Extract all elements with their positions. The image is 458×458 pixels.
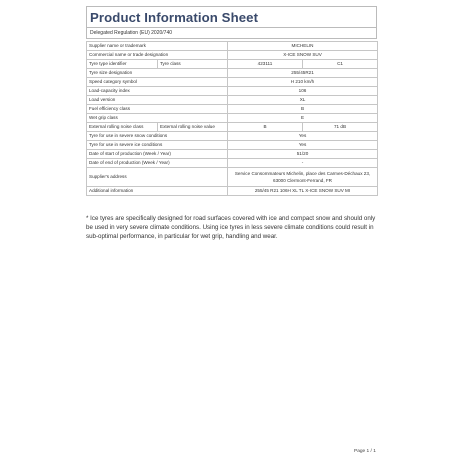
row-value: 106	[228, 87, 378, 96]
table-row-additional	[87, 187, 378, 196]
row-value: Yes	[228, 141, 378, 150]
table-row-type-identifier	[87, 60, 378, 69]
row-label: Additional information	[87, 187, 228, 196]
table-row-size	[87, 69, 378, 78]
table-row-supplier	[87, 42, 378, 51]
table-row-load-version	[87, 96, 378, 105]
row-value: X-ICE SNOW SUV	[228, 51, 378, 60]
row-label: Date of end of production (Week / Year)	[87, 159, 228, 168]
row-label: External rolling noise class	[87, 123, 158, 132]
page-number: Page 1 / 1	[354, 449, 376, 454]
table-row-address	[87, 168, 378, 187]
page-title: Product Information Sheet	[86, 6, 377, 28]
product-information-sheet	[86, 6, 377, 196]
table-row-commercial-name	[87, 51, 378, 60]
row-label: Wet grip class	[87, 114, 228, 123]
row-value: B	[228, 105, 378, 114]
row-value: 71 dB	[303, 123, 378, 132]
ice-tyre-footnote: * Ice tyres are specifically designed for road surfaces covered with ice and compact snow and should only be used in very severe climate conditions. Using ice tyres in less severe climate conditions could result in sub-optimal performance, in particular for wet grip, handling and wear.	[86, 215, 376, 241]
row-value: 255/45 R21 106H XL TL X-ICE SNOW SUV MI	[228, 187, 378, 196]
row-value: XL	[228, 96, 378, 105]
row-sublabel: External rolling noise value	[158, 123, 228, 132]
regulation-reference: Delegated Regulation (EU) 2020/740	[86, 28, 377, 39]
table-row-ice	[87, 141, 378, 150]
row-label: Tyre for use in severe snow conditions	[87, 132, 228, 141]
table-row-fuel-efficiency	[87, 105, 378, 114]
row-label: Date of start of production (Week / Year)	[87, 150, 228, 159]
row-label: Tyre size designation	[87, 69, 228, 78]
row-value: 51/20	[228, 150, 378, 159]
row-value: H 210 km/h	[228, 78, 378, 87]
row-class-value: B	[228, 123, 303, 132]
table-row-speed	[87, 78, 378, 87]
table-row-snow	[87, 132, 378, 141]
row-value: MICHELIN	[228, 42, 378, 51]
table-row-wet-grip	[87, 114, 378, 123]
row-value: 255/45R21	[228, 69, 378, 78]
info-table	[86, 41, 378, 196]
row-class-value: C1	[303, 60, 378, 69]
row-label: Speed category symbol	[87, 78, 228, 87]
table-row-noise	[87, 123, 378, 132]
row-label: Supplier name or trademark	[87, 42, 228, 51]
row-value: -	[228, 159, 378, 168]
row-value: Yes	[228, 132, 378, 141]
row-value: 423111	[228, 60, 303, 69]
row-label: Tyre for use in severe ice conditions	[87, 141, 228, 150]
row-label: Fuel efficiency class	[87, 105, 228, 114]
row-label: Supplier's address	[87, 168, 228, 187]
row-label: Load-capacity index	[87, 87, 228, 96]
row-label: Load version	[87, 96, 228, 105]
table-row-load-index	[87, 87, 378, 96]
table-row-start-date	[87, 150, 378, 159]
row-value: Service Consommateurs Michelin, place des Carmes-Déchaux 23, 63000 Clermont-Ferrand, FR	[228, 168, 378, 187]
table-row-end-date	[87, 159, 378, 168]
row-label: Tyre type identifier	[87, 60, 158, 69]
row-label: Commercial name or trade designation	[87, 51, 228, 60]
row-sublabel: Tyre class	[158, 60, 228, 69]
row-value: E	[228, 114, 378, 123]
